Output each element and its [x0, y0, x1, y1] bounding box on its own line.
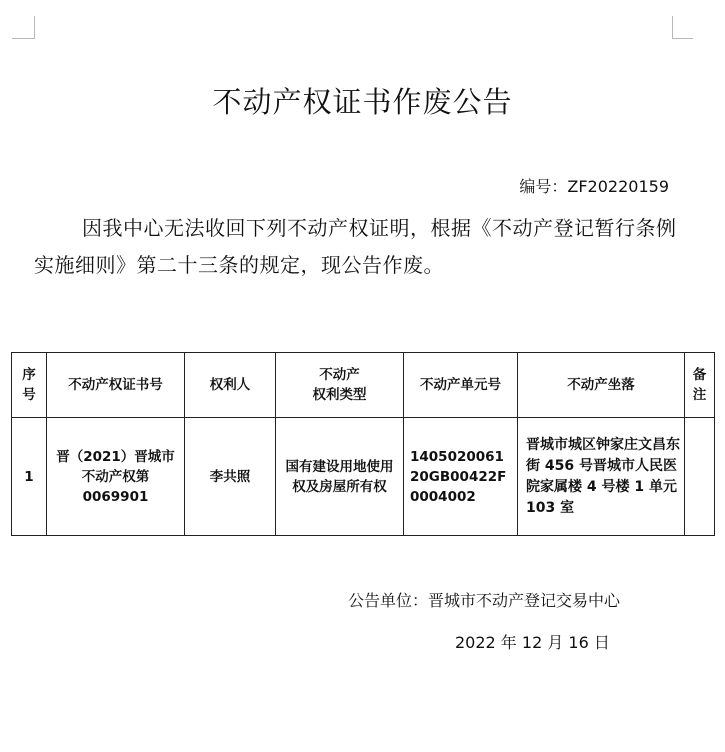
header-unit-no: 不动产单元号 [404, 353, 518, 418]
void-certificate-table [11, 352, 715, 536]
header-location: 不动产坐落 [518, 353, 685, 418]
table-row [12, 418, 715, 536]
cell-seq: 1 [12, 418, 47, 536]
cell-right-type: 国有建设用地使用权及房屋所有权 [276, 418, 404, 536]
document-number: 编号：ZF20220159 [519, 177, 669, 196]
page-corner-mark-top-left [12, 16, 35, 39]
header-holder: 权利人 [185, 353, 276, 418]
issue-date: 2022 年 12 月 16 日 [455, 633, 610, 652]
page-corner-mark-top-right [672, 16, 693, 39]
header-cert-no: 不动产权证书号 [47, 353, 185, 418]
table-header-row [12, 353, 715, 418]
cell-holder: 李共照 [185, 418, 276, 536]
header-right-type-line1: 不动产 [319, 367, 360, 383]
cell-location: 晋城市城区钟家庄文昌东街 456 号晋城市人民医院家属楼 4 号楼 1 单元 103 室 [518, 418, 685, 536]
cell-remark [685, 418, 715, 536]
header-remark: 备注 [685, 353, 715, 418]
notice-title: 不动产权证书作废公告 [212, 85, 513, 119]
header-right-type [276, 353, 404, 418]
cell-cert-no: 晋（2021）晋城市不动产权第0069901 [47, 418, 185, 536]
header-right-type-line2: 权利类型 [312, 387, 367, 403]
cell-unit-no: 140502006120GB00422F0004002 [404, 418, 518, 536]
issuer: 公告单位：晋城市不动产登记交易中心 [348, 591, 621, 610]
notice-intro: 因我中心无法收回下列不动产权证明，根据《不动产登记暂行条例实施细则》第二十三条的规定，现公告作废。 [34, 216, 677, 277]
header-seq: 序号 [12, 353, 47, 418]
